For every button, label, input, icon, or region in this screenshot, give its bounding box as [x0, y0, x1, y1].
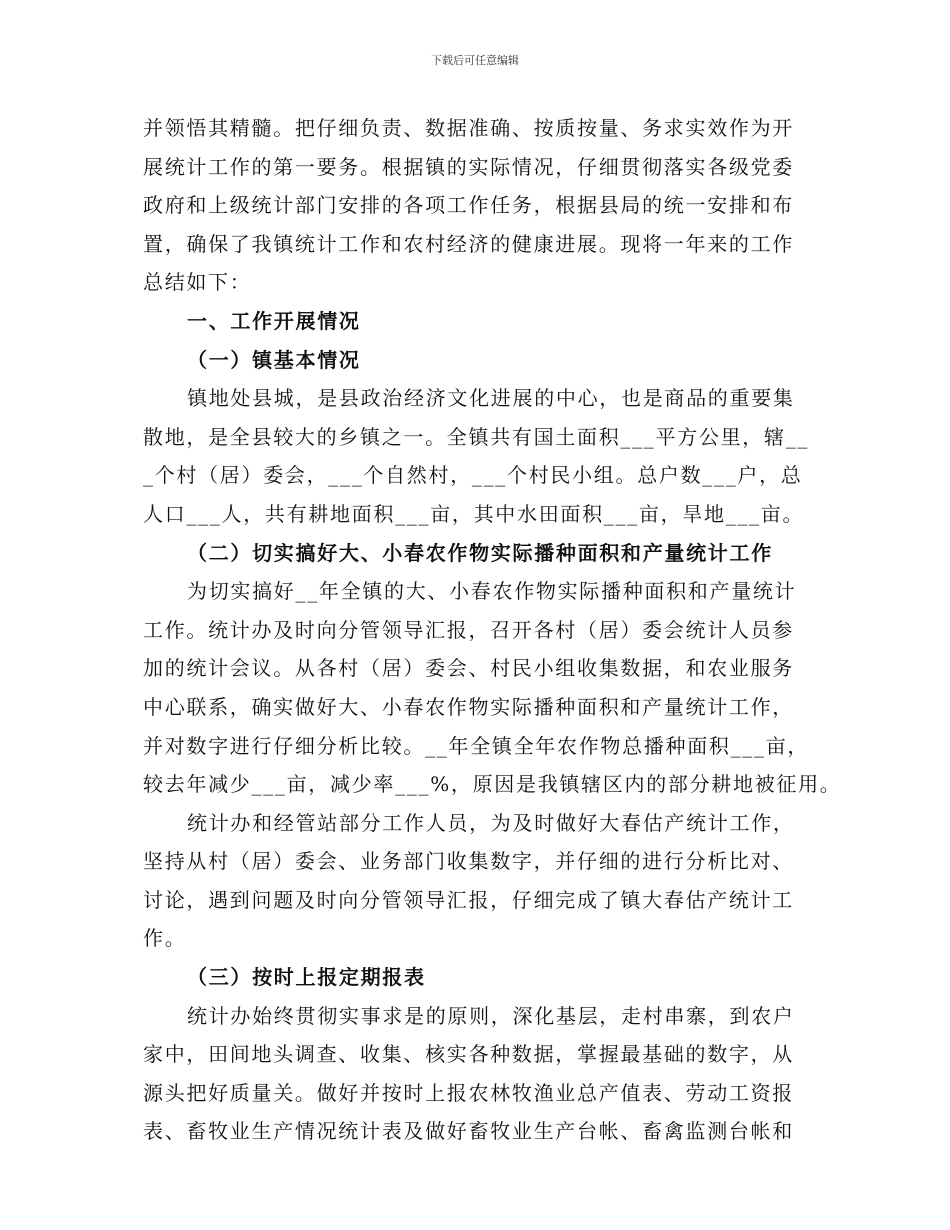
section-heading: 一、工作开展情况	[187, 308, 361, 333]
paragraph-first-line: 统计办始终贯彻实事求是的原则，深化基层，走村串寨，到农户	[187, 1003, 795, 1028]
body-line: 并对数字进行仔细分析比较。__年全镇全年农作物总播种面积___亩，	[143, 733, 810, 758]
paragraph-first-line: 为切实搞好__年全镇的大、小春农作物实际播种面积和产量统计	[187, 579, 797, 604]
body-line: 家中，田间地头调查、收集、核实各种数据，掌握最基础的数字，从	[143, 1042, 794, 1067]
paragraph-first-line: 统计办和经管站部分工作人员，为及时做好大春估产统计工作，	[187, 810, 795, 835]
body-line: 人口___人，共有耕地面积___亩，其中水田面积___亩，旱地___亩。	[143, 501, 805, 526]
body-line: 散地，是全县较大的乡镇之一。全镇共有国土面积___平方公里，辖__	[143, 424, 810, 449]
body-line: 总结如下：	[143, 270, 252, 295]
body-line: 置，确保了我镇统计工作和农村经济的健康进展。现将一年来的工作	[143, 231, 794, 256]
body-line: 作。	[143, 926, 187, 951]
body-line: 并领悟其精髓。把仔细负责、数据准确、按质按量、务求实效作为开	[143, 116, 794, 140]
subsection-heading: （二）切实搞好大、小春农作物实际播种面积和产量统计工作	[187, 540, 773, 565]
body-line: 讨论，遇到问题及时向分管领导汇报，仔细完成了镇大春估产统计工	[143, 887, 794, 912]
body-line: 中心联系，确实做好大、小春农作物实际播种面积和产量统计工作，	[143, 694, 794, 719]
page-header: 下载后可任意编辑	[431, 54, 519, 67]
subsection-heading: （三）按时上报定期报表	[187, 965, 426, 990]
document-body	[143, 109, 842, 1151]
body-line: 展统计工作的第一要务。根据镇的实际情况，仔细贯彻落实各级党委	[143, 154, 794, 179]
paragraph-first-line: 镇地处县城，是县政治经济文化进展的中心，也是商品的重要集	[187, 386, 795, 411]
subsection-heading: （一）镇基本情况	[187, 347, 361, 372]
body-line: _个村（居）委会，___个自然村，___个村民小组。总户数___户，总	[143, 463, 803, 488]
body-line: 坚持从村（居）委会、业务部门收集数字，并仔细的进行分析比对、	[143, 849, 794, 874]
body-line: 源头把好质量关。做好并按时上报农林牧渔业总产值表、劳动工资报	[143, 1080, 794, 1105]
body-line: 表、畜牧业生产情况统计表及做好畜牧业生产台帐、畜禽监测台帐和	[143, 1119, 794, 1144]
body-line: 加的统计会议。从各村（居）委会、村民小组收集数据，和农业服务	[143, 656, 794, 681]
body-line: 政府和上级统计部门安排的各项工作任务，根据县局的统一安排和布	[143, 193, 794, 218]
body-line: 工作。统计办及时向分管领导汇报，召开各村（居）委会统计人员参	[143, 617, 794, 642]
body-line: 较去年减少___亩，减少率___%，原因是我镇辖区内的部分耕地被征用。	[143, 772, 842, 797]
